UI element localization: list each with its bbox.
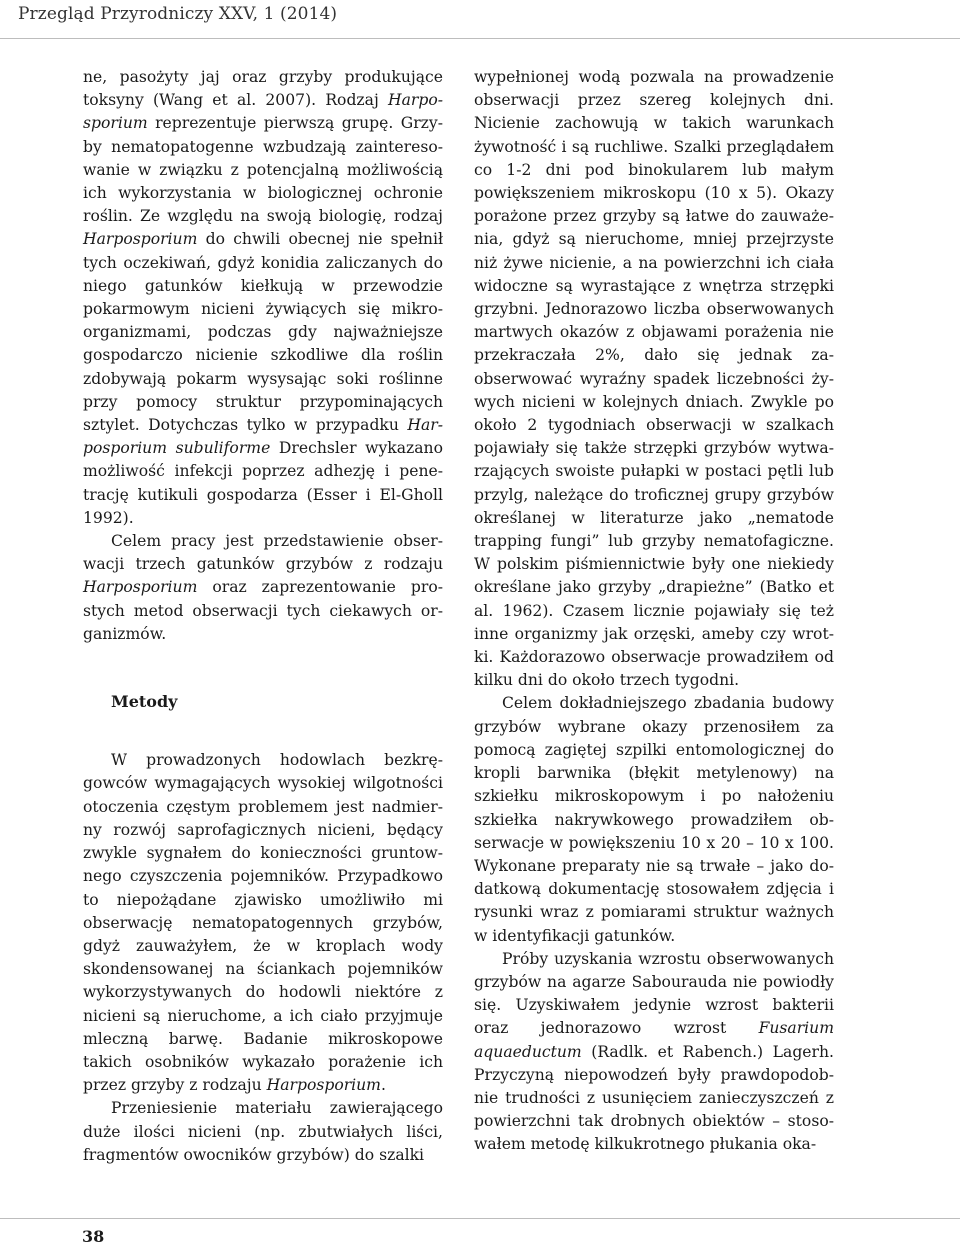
paragraph-staining: Celem dokładniejszego zbadania budowy grzybów wybrane okazy przenosiłem za pomocą zagiętej szpilki entomologicznej do kropli barwnika (błękit metylenowy) na szkiełku mikroskopowym i po nałożeniu szkiełka nakrywkowego prowadziłem obserwacje w powiększeniu 10 x 20 – 10 x 100. Wykonane preparaty nie są trwałe – jako dodatkową dokumentację stosowałem zdjęcia i rysunki wraz z pomiarami struktur ważnych w identyfikacji gatunków. xyxy=(474,694,834,945)
footer-rule xyxy=(0,1218,960,1219)
paragraph-methods-2: Przeniesienie materiału zawierającego duże ilości nicieni (np. zbutwiałych liści, fragmentów owocników grzybów) do szalki xyxy=(83,1099,443,1164)
left-column xyxy=(83,66,443,1167)
journal-header: Przegląd Przyrodniczy XXV, 1 (2014) xyxy=(18,4,338,24)
page-number: 38 xyxy=(82,1227,105,1246)
paragraph-methods-1: W prowadzonych hodowlach bezkręgowców wymagających wysokiej wilgotności otoczenia częstym problemem jest nadmierny rozwój saprofagicznych nicieni, będący zwykle sygnałem do konieczności gruntownego czyszczenia pojemników. Przypadkowo to niepożądane zjawisko umożliwiło mi obserwację nematopatogennych grzybów, gdyż zauważyłem, że w kroplach wody skondensowanej na ściankach pojemników wykorzystywanych do hodowli niektóre z nicieni są nieruchome, a ich ciało przyjmuje mleczną barwę. Badanie mikroskopowe takich osobników wykazało porażenie ich przez grzyby z rodzaju Harposporium. xyxy=(83,751,443,1095)
paragraph-aim: Celem pracy jest przedstawienie obserwacji trzech gatunków grzybów z rodzaju Harposporium oraz zaprezentowanie prostych metod obserwacji tych ciekawych organizmów. xyxy=(83,532,443,643)
right-column xyxy=(474,66,834,1157)
header-rule xyxy=(0,38,960,39)
paragraph-culture: Próby uzyskania wzrostu obserwowanych grzybów na agarze Sabourauda nie powiodły się. Uzyskiwałem jedynie wzrost bakterii oraz jednorazowo wzrost Fusarium aquaeductum (Radlk. et Rabench.) Lagerh. Przyczyną niepowodzeń były prawdopodobnie trudności z usunięciem zanieczyszczeń z powierzchni tak drobnych obiektów – stosowałem metodę kilkukrotnego płukania oka- xyxy=(474,949,834,1154)
paragraph-observation: wypełnionej wodą pozwala na prowadzenie obserwacji przez szereg kolejnych dni. Nicienie zachowują w takich warunkach żywotność i są ruchliwe. Szalki przeglądałem co 1-2 dni pod binokularem lub małym powiększeniem mikroskopu (10 x 5). Okazy porażone przez grzyby są łatwe do zauważenia, gdyż są nieruchome, mniej przejrzyste niż żywe nicienie, a na powierzchni ich ciała widoczne są wyrastające z wnętrza strzępki grzybni. Jednorazowo liczba obserwowanych martwych okazów z objawami porażenia nie przekraczała 2%, dało się jednak zaobserwować wyraźny spadek liczebności żywych nicieni w kolejnych dniach. Zwykle po około 2 tygodniach obserwacji w szalkach pojawiały się także strzępki grzybów wytwarzających swoiste pułapki w postaci pętli lub przylg, należące do troficznej grupy grzybów określanej w literaturze jako „nematode trapping fungi” lub grzyby nematofagiczne. W polskim piśmiennictwie były one niekiedy określane jako grzyby „drapieżne” (Batko et al. 1962). Czasem licznie pojawiały się też inne organizmy jak orzęski, ameby czy wrotki. Każdorazowo obserwacje prowadziłem od kilku dni do około trzech tygodni. xyxy=(474,68,834,690)
paragraph-intro-continued: ne, pasożyty jaj oraz grzyby produkujące toksyny (Wang et al. 2007). Rodzaj Harposporium reprezentuje pierwszą grupę. Grzyby nematopatogenne wzbudzają zainteresowanie w związku z potencjalną możliwością ich wykorzystania w biologicznej ochronie roślin. Ze względu na swoją biologię, rodzaj Harposporium do chwili obecnej nie spełnił tych oczekiwań, gdyż konidia zaliczanych do niego gatunków kiełkują w przewodzie pokarmowym nicieni żywiących się mikroorganizmami, podczas gdy najważniejsze gospodarczo nicienie szkodliwe dla roślin zdobywają pokarm wysysając soki roślinne przy pomocy struktur przypominających sztylet. Dotychczas tylko w przypadku Harposporium subuliforme Drechsler wykazano możliwość infekcji poprzez adhezję i penetrację kutikuli gospodarza (Esser i El-Gholl 1992). xyxy=(83,68,443,527)
section-heading-metody: Metody xyxy=(111,692,178,712)
